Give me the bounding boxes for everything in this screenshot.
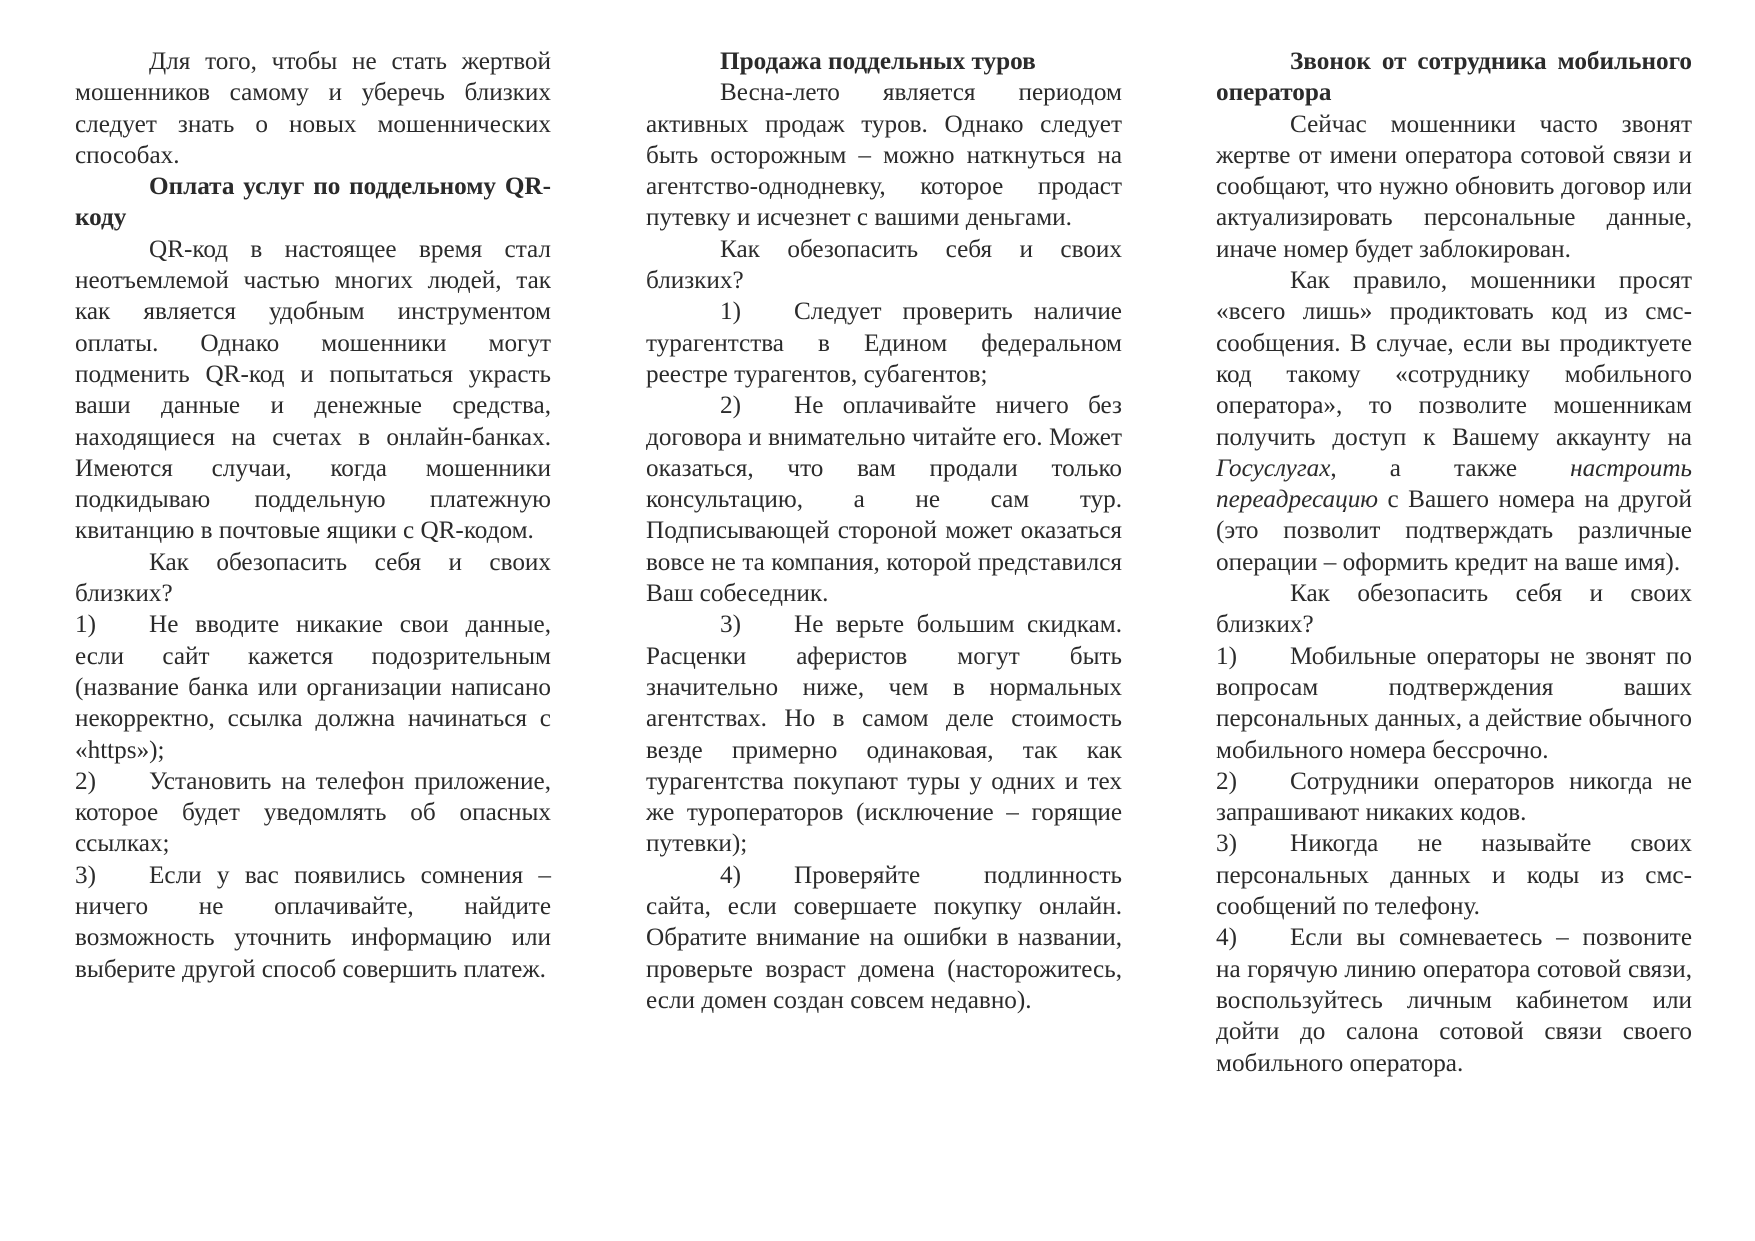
- heading-mobile-operator: Звонок от сотрудника мобильного оператора: [1216, 48, 1692, 107]
- list-item-text: Сотрудники операторов никогда не запрашивают никаких кодов.: [1216, 767, 1692, 827]
- operator-paragraph-2: [1216, 265, 1692, 578]
- operator-paragraph: Сейчас мошенники часто звонят жертве от имени оператора сотовой связи и сообщают, что нужно обновить договор или актуализировать персональные данные, иначе номер будет заблокирован.: [1216, 110, 1692, 263]
- question-paragraph: Как обезопасить себя и своих близких?: [1216, 580, 1692, 639]
- list-item-number: 2): [1216, 767, 1237, 795]
- list-item: [646, 860, 1122, 1016]
- list-item-number: 1): [75, 611, 96, 639]
- list-item: [1216, 828, 1692, 922]
- tours-paragraph: Весна-лето является периодом активных продаж туров. Однако следует быть осторожным – можно наткнуться на агентство-однодневку, которое продаст путевку и исчезнет с вашими деньгами.: [646, 79, 1122, 232]
- list-item-text: Проверяйте подлинность сайта, если совершаете покупку онлайн. Обратите внимание на ошибки в названии, проверьте возраст домена (насторожитесь, если домен создан совсем недавно).: [646, 861, 1122, 1014]
- list-item-text: Не оплачивайте ничего без договора и внимательно читайте его. Может оказаться, что вам продали только консультацию, а не сам тур. Подписывающей стороной может оказаться вовсе не та компания, которой представился Ваш собеседник.: [646, 392, 1122, 608]
- list-item: [646, 296, 1122, 390]
- list-item-number: 2): [75, 767, 96, 795]
- list-item: [1216, 641, 1692, 766]
- list-item-number: 2): [720, 392, 741, 420]
- question-paragraph: Как обезопасить себя и своих близких?: [75, 548, 551, 608]
- list-item: [646, 609, 1122, 859]
- list-item-number: 3): [720, 611, 741, 639]
- list-item-text: Следует проверить наличие турагентства в Едином федеральном реестре турагентов, субагентов;: [646, 298, 1122, 388]
- list-item-number: 3): [75, 861, 96, 889]
- column-fake-tours: [646, 46, 1122, 1016]
- list-item-number: 1): [720, 298, 741, 326]
- list-item-text: Если вы сомневаетесь – позвоните на горячую линию оператора сотовой связи, воспользуйтесь личным кабинетом или дойти до салона сотовой связи своего мобильного оператора.: [1216, 924, 1692, 1077]
- gosuslugi-text: Госуслугах: [1216, 454, 1331, 482]
- text-run: Как правило, мошенники просят «всего лишь» продиктовать код из смс-сообщения. В случае, если вы продиктуете код такому «сотруднику мобильного оператора», то позволите мошенникам получить доступ к Вашему аккаунту на: [1216, 267, 1692, 451]
- heading-fake-tours: Продажа поддельных туров: [720, 48, 1036, 75]
- text-run: с Вашего номера на другой (это позволит подтверждать различные операции – оформить кредит на ваше имя).: [1216, 486, 1692, 576]
- intro-paragraph: Для того, чтобы не стать жертвой мошенников самому и уберечь близких следует знать о новых мошеннических способах.: [75, 48, 551, 169]
- list-item-number: 4): [1216, 924, 1237, 952]
- list-item: [1216, 766, 1692, 829]
- list-item: [75, 766, 551, 860]
- question-paragraph: Как обезопасить себя и своих близких?: [646, 235, 1122, 295]
- text-run: , а также: [1330, 454, 1571, 482]
- list-item-number: 3): [1216, 830, 1237, 858]
- redirect-text: настроить переадресацию: [1216, 454, 1692, 514]
- list-item: [75, 860, 551, 985]
- list-item: [646, 390, 1122, 609]
- list-item-text: Не вводите никакие свои данные, если сайт кажется подозрительным (название банка или организации написано некорректно, ссылка должна начинаться с «https»);: [75, 611, 551, 764]
- list-item: [75, 609, 551, 765]
- list-item-text: Установить на телефон приложение, которое будет уведомлять об опасных ссылках;: [75, 767, 551, 858]
- heading-qr-payment: Оплата услуг по поддельному QR-коду: [75, 173, 551, 232]
- list-item: [1216, 922, 1692, 1078]
- list-item-text: Мобильные операторы не звонят по вопросам подтверждения ваших персональных данных, а действие обычного мобильного номера бессрочно.: [1216, 642, 1692, 764]
- list-item-text: Никогда не называйте своих персональных данных и коды из смс-сообщений по телефону.: [1216, 830, 1692, 921]
- column-mobile-operator: [1216, 46, 1692, 1079]
- qr-paragraph: QR-код в настоящее время стал неотъемлемой частью многих людей, так как является удобным инструментом оплаты. Однако мошенники могут подменить QR-код и попытаться украсть ваши данные и денежные средства, находящиеся на счетах в онлайн-банках. Имеются случаи, когда мошенники подкидываю поддельную платежную квитанцию в почтовые ящики с QR-кодом.: [75, 235, 551, 545]
- list-item-number: 4): [720, 861, 741, 889]
- list-item-text: Если у вас появились сомнения – ничего не оплачивайте, найдите возможность уточнить информацию или выберите другой способ совершить платеж.: [75, 861, 551, 983]
- list-item-number: 1): [1216, 642, 1237, 670]
- list-item-text: Не верьте большим скидкам. Расценки аферистов могут быть значительно ниже, чем в нормальных агентствах. Но в самом деле стоимость везде примерно одинаковая, так как турагентства покупают туры у одних и тех же туроператоров (исключение – горящие путевки);: [646, 611, 1122, 858]
- column-qr-code: [75, 46, 551, 985]
